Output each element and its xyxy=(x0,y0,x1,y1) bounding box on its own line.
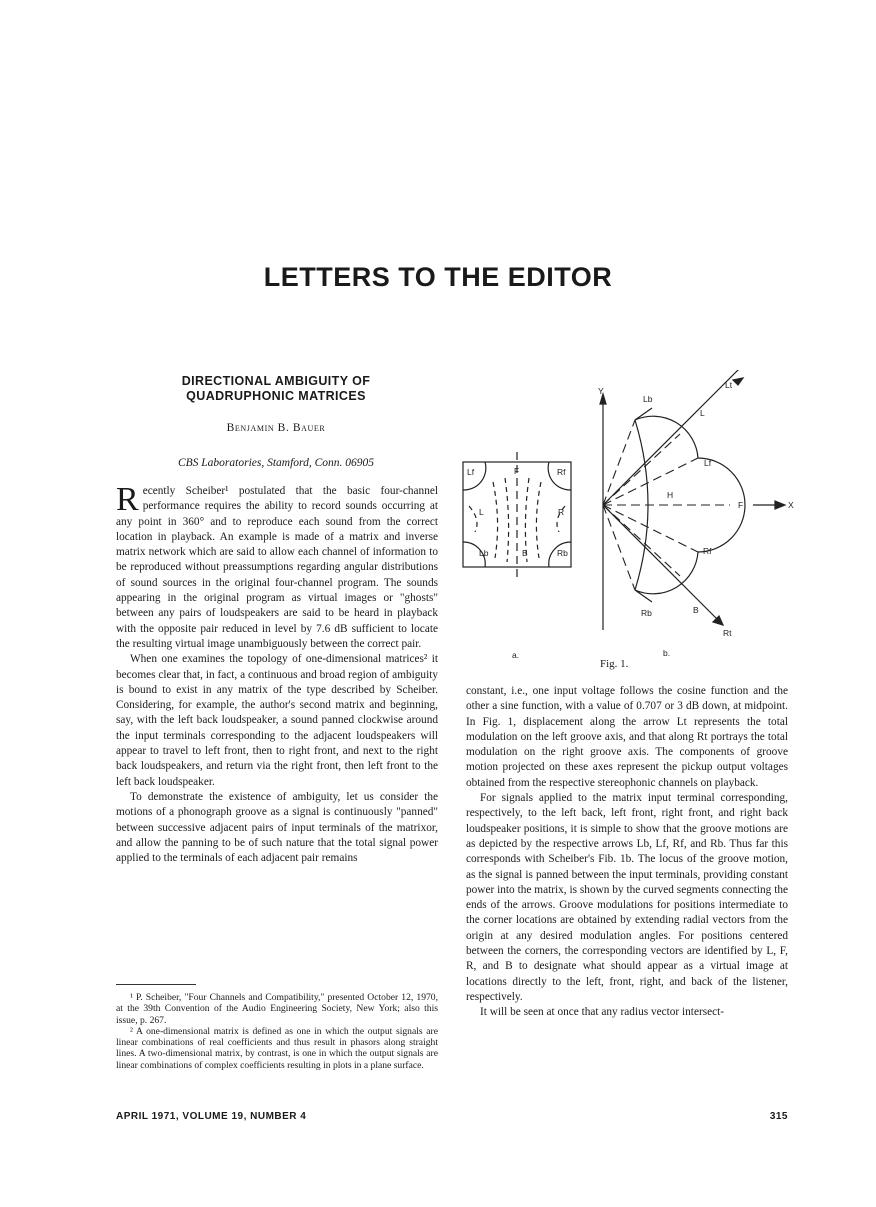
page-title: LETTERS TO THE EDITOR xyxy=(263,262,613,292)
box-label-lf: Lf xyxy=(467,467,475,477)
dashed-curve xyxy=(505,478,509,562)
box-label-lb: Lb xyxy=(479,548,489,558)
paragraph: When one examines the topology of one-dimensional matrices² it becomes clear that, in fact, a continuous and broad region of ambiguity is bound to exist in any matrix of the type described by Scheiber. Considering, for example, the author's second matrix and beginning, say, with the left back loudspeaker, a sound panned clockwise around the input terminals corresponding to the adjacent loudspeakers will appear to travel to left front, then to right front, and next to the right back loudspeakers, and return via the right front, then left front to the left back loudspeaker. xyxy=(116,653,438,788)
paragraph: It will be seen at once that any radius vector intersect- xyxy=(480,1006,725,1019)
article-affiliation: CBS Laboratories, Stamford, Conn. 06905 xyxy=(177,457,375,469)
left-column xyxy=(116,481,438,866)
box-label-rb: Rb xyxy=(557,548,568,558)
vector-rb xyxy=(603,505,635,590)
paragraph: For signals applied to the matrix input terminal corresponding, respectively, to the left back, left front, right front, and right back loudspeaker positions, it is simple to show that the groove motions are as depicted by the respective arrows Lb, Lf, Rf, and Rb. Thus far this corresponds with Scheiber's Fib. 1b. The locus of the groove motion, as the signal is panned between the input terminals, providing constant power into the matrix, is shown by the curved segments connecting the ends of the arrows. Groove modulations for positions intermediate to the corner locations are obtained by extending radial vectors from the origin at any desired modulation angles. For positions centered between the corners, the corresponding vectors are identified by L, F, R, and B to designate what should appear as a virtual image at locations directly to the left, front, right, and back of the listener, respectively. xyxy=(466,792,788,1003)
x-axis-arrowhead xyxy=(775,501,785,509)
subfigure-label-a: a. xyxy=(512,650,520,660)
journal-issue: APRIL 1971, VOLUME 19, NUMBER 4 xyxy=(116,1111,307,1122)
plot-label-b: B xyxy=(693,605,699,615)
plot-label-rf: Rf xyxy=(703,546,712,556)
figure-1 xyxy=(455,370,800,670)
box-label-l: L xyxy=(479,507,484,517)
article-title-line-2: QUADRUPHONIC MATRICES xyxy=(186,389,366,403)
dashed-curve xyxy=(536,482,541,558)
dashed-curve xyxy=(469,506,477,532)
radial-vectors xyxy=(603,420,730,590)
plot-label-rt: Rt xyxy=(723,628,732,638)
subfigure-label-b: b. xyxy=(663,648,671,658)
paragraph xyxy=(116,481,438,652)
rt-axis xyxy=(603,505,723,625)
paragraph: To demonstrate the existence of ambiguity, let us consider the motions of a phonograph groove as a signal is continuously "panned" between successive adjacent pairs of input terminals of the matrixor, and allow the panning to be of such nature that the total signal power applied to the terminals of each adjacent pair remains xyxy=(116,790,438,865)
box-label-f: F xyxy=(514,466,520,476)
vector-lf xyxy=(603,458,698,505)
vector-lb xyxy=(603,420,635,505)
paragraph: constant, i.e., one input voltage follows the cosine function and the other a sine function, with a value of 0.707 or 3 dB down, at midpoint. In Fig. 1, displacement along the arrow Lt represents the total modulation on the left groove axis, and that along Rt portrays the total modulation on the right groove axis. The components of groove motion projected on these axes represent the pickup output voltages obtained from the respective stereophonic channels on playback. xyxy=(466,685,788,789)
lt-axis-arrowhead xyxy=(733,378,743,385)
plot-label-lb: Lb xyxy=(643,394,653,404)
article-author: Benjamin B. Bauer xyxy=(226,422,326,434)
vector-rf xyxy=(603,505,698,552)
plot-label-l: L xyxy=(700,408,705,418)
right-column xyxy=(466,684,788,1021)
plot-label-lt: Lt xyxy=(725,380,733,390)
footnote-rule xyxy=(116,984,196,985)
box-label-rf: Rf xyxy=(557,467,566,477)
lt-axis xyxy=(603,370,740,505)
footnote-1: ¹ P. Scheiber, "Four Channels and Compatibility," presented October 12, 1970, at the 39th Convention of the Audio Engineering Society, New York; also this issue, p. 267. xyxy=(116,992,438,1026)
footnote-2: ² A one-dimensional matrix is defined as one in which the output signals are linear combinations of real coefficients and thus result in phasors along straight lines. A two-dimensional matrix, by contrast, is one in which the output signals are linear combinations of complex coefficients resulting in plots in a plane surface. xyxy=(116,1025,438,1071)
dashed-curve xyxy=(493,482,498,558)
rt-axis-arrowhead xyxy=(713,616,723,625)
article-title xyxy=(116,374,436,404)
plot-label-f: F xyxy=(738,500,744,510)
drop-cap: R xyxy=(116,481,139,518)
box-label-b: B xyxy=(522,548,528,558)
paragraph-text: ecently Scheiber¹ postulated that the basic four-channel performance requires the ability to record sounds occurring at any point in 360° and to reproduce each sound from the correct location in playback. An example is made of a matrix and inverse matrix network which are said to allow each channel of information to be reproduced without preassumptions regarding angular distributions of sound sources in the original four-channel program. The sounds appearing in the original program as virtual images or "ghosts" between any pairs of loudspeakers are said to be heard in playback with the opposite pair reduced in level by 7.6 dB sufficient to locate the resulting virtual image unambiguously between the correct pair. xyxy=(116,485,438,650)
figure-caption: Fig. 1. xyxy=(600,658,629,670)
box-label-r: R xyxy=(558,507,565,517)
plot-label-rb: Rb xyxy=(641,608,652,618)
plot-label-x: X xyxy=(788,500,794,510)
plot-label-h: H xyxy=(667,490,674,500)
plot-label-y: Y xyxy=(598,386,604,396)
plot-label-lf: Lf xyxy=(704,458,712,468)
article-title-line-1: DIRECTIONAL AMBIGUITY OF xyxy=(181,374,371,388)
footnotes xyxy=(116,992,438,1071)
page-number: 315 xyxy=(769,1111,788,1122)
